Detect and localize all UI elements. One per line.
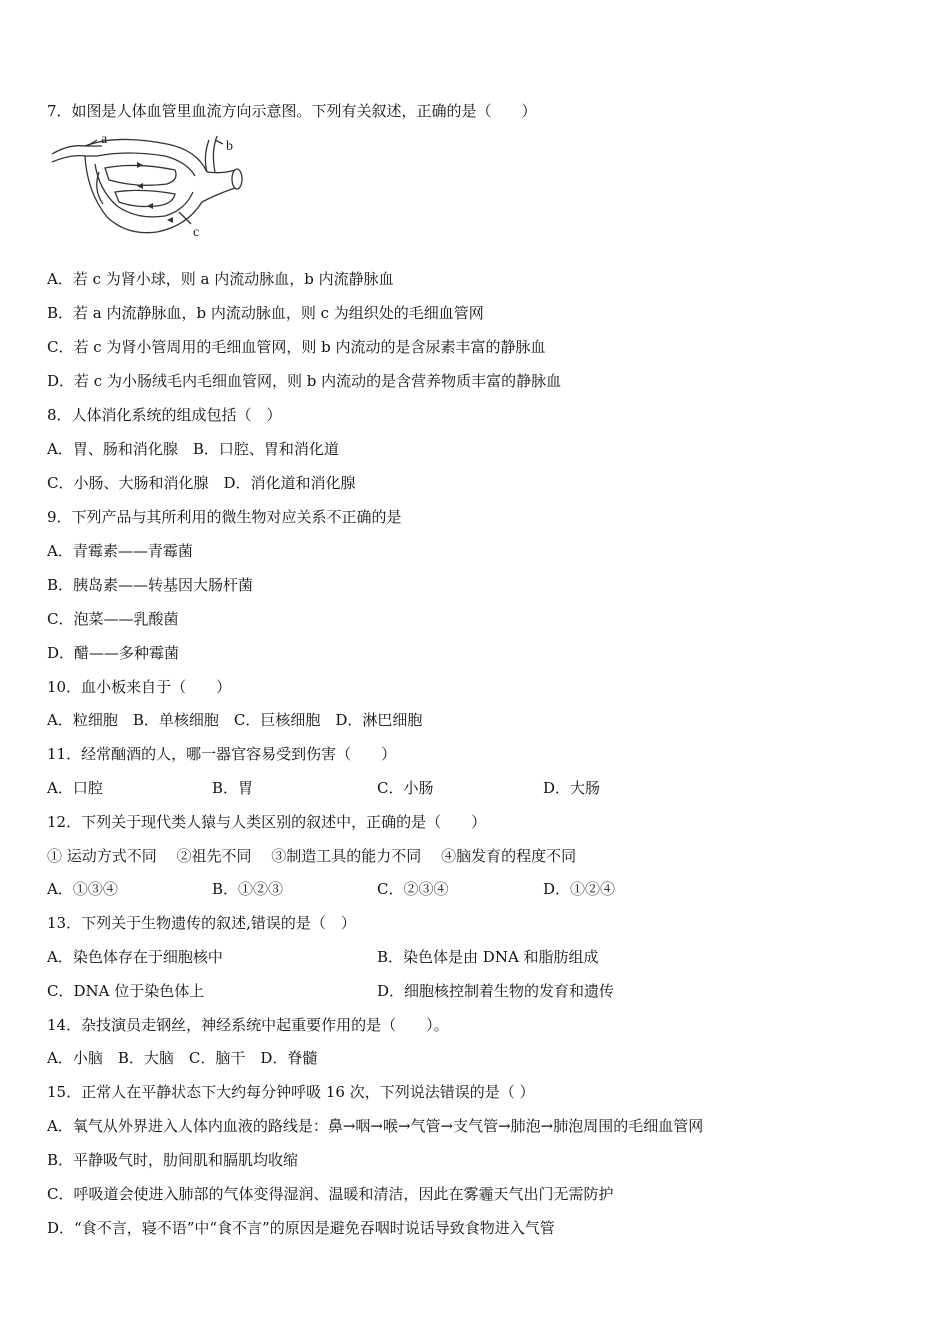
q7-option-d: D．若 c 为小肠绒毛内毛细血管网，则 b 内流动的是含营养物质丰富的静脉血 (47, 372, 562, 390)
q12-option-c: C．②③④ (377, 880, 449, 898)
q8-options-row2: C．小肠、大肠和消化腺 D．消化道和消化腺 (47, 474, 356, 492)
q12-statements: ① 运动方式不同 ②祖先不同 ③制造工具的能力不同 ④脑发育的程度不同 (47, 847, 577, 865)
q11-option-d: D．大肠 (543, 779, 601, 797)
q13-option-c: C．DNA 位于染色体上 (47, 982, 205, 1000)
q12-stem: 12．下列关于现代类人猿与人类区别的叙述中，正确的是（ ） (47, 813, 487, 831)
q10-options: A．粒细胞 B．单核细胞 C．巨核细胞 D．淋巴细胞 (47, 711, 423, 729)
q13-option-a: A．染色体存在于细胞核中 (47, 948, 223, 966)
label-a: a (101, 132, 108, 147)
q10-stem: 10．血小板来自于（ ） (47, 678, 232, 696)
q7-stem: 7．如图是人体血管里血流方向示意图。下列有关叙述，正确的是（ ） (47, 102, 537, 120)
q8-stem: 8．人体消化系统的组成包括（ ） (47, 406, 282, 424)
q9-stem: 9．下列产品与其所利用的微生物对应关系不正确的是 (47, 508, 402, 526)
q9-option-b: B．胰岛素——转基因大肠杆菌 (47, 576, 254, 594)
q12-option-a: A．①③④ (47, 880, 118, 898)
q11-option-a: A．口腔 (47, 779, 103, 797)
label-b: b (226, 139, 233, 154)
q15-option-b: B．平静吸气时，肋间肌和膈肌均收缩 (47, 1151, 299, 1169)
q14-options: A．小脑 B．大脑 C．脑干 D．脊髓 (47, 1049, 318, 1067)
q14-stem: 14．杂技演员走钢丝，神经系统中起重要作用的是（ ）。 (47, 1016, 449, 1034)
blood-vessel-diagram (47, 132, 247, 244)
q15-stem: 15．正常人在平静状态下大约每分钟呼吸 16 次，下列说法错误的是（ ） (47, 1083, 535, 1101)
q11-option-b: B．胃 (212, 779, 254, 797)
q15-option-d: D．“食不言，寝不语”中“食不言”的原因是避免吞咽时说话导致食物进入气管 (47, 1219, 555, 1237)
q9-option-d: D．醋——多种霉菌 (47, 644, 180, 662)
q9-option-c: C．泡菜——乳酸菌 (47, 610, 179, 628)
q13-option-d: D．细胞核控制着生物的发育和遗传 (377, 982, 615, 1000)
q11-stem: 11．经常酗酒的人，哪一器官容易受到伤害（ ） (47, 745, 397, 763)
q7-option-b: B．若 a 内流静脉血，b 内流动脉血，则 c 为组织处的毛细血管网 (47, 304, 484, 322)
q15-option-c: C．呼吸道会使进入肺部的气体变得湿润、温暖和清洁，因此在雾霾天气出门无需防护 (47, 1185, 614, 1203)
q13-stem: 13．下列关于生物遗传的叙述,错误的是（ ） (47, 914, 356, 932)
q12-option-d: D．①②④ (543, 880, 616, 898)
q12-option-b: B．①②③ (212, 880, 284, 898)
label-c: c (193, 225, 200, 240)
q11-option-c: C．小肠 (377, 779, 434, 797)
q15-option-a: A．氧气从外界进入人体内血液的路线是：鼻→咽→喉→气管→支气管→肺泡→肺泡周围的毛细血管网 (47, 1117, 704, 1135)
q7-option-c: C．若 c 为肾小管周用的毛细血管网，则 b 内流动的是含尿素丰富的静脉血 (47, 338, 546, 356)
q7-option-a: A．若 c 为肾小球，则 a 内流动脉血，b 内流静脉血 (47, 270, 394, 288)
q9-option-a: A．青霉素——青霉菌 (47, 542, 193, 560)
q13-option-b: B．染色体是由 DNA 和脂肪组成 (377, 948, 599, 966)
q8-options-row1: A．胃、肠和消化腺 B．口腔、胃和消化道 (47, 440, 339, 458)
